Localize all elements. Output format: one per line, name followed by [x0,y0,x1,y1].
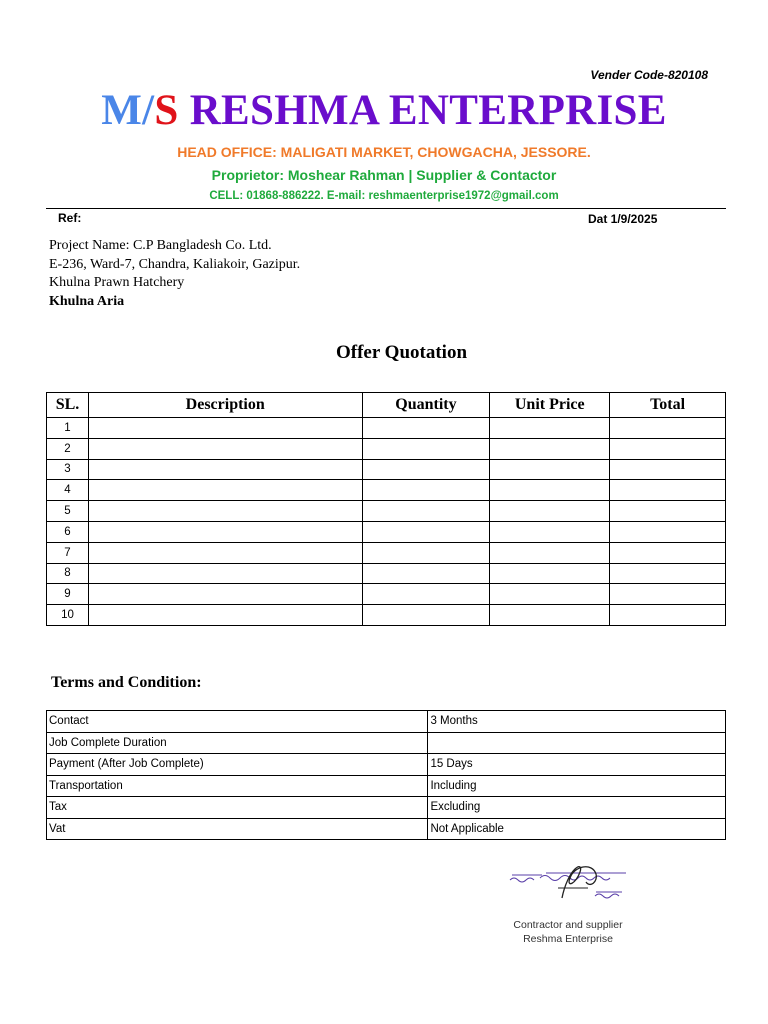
description-cell [88,438,362,459]
terms-label: Payment (After Job Complete) [47,754,428,776]
row-serial: 3 [47,459,89,480]
quantity-cell [362,501,490,522]
unit-price-cell [490,521,610,542]
terms-value: Excluding [428,797,726,819]
terms-label: Transportation [47,775,428,797]
total-cell [610,563,726,584]
proprietor: Proprietor: Moshear Rahman | Supplier & Contactor [211,167,557,183]
description-cell [88,418,362,439]
unit-price-cell [490,605,610,626]
terms-row [47,797,726,819]
address-line: E-236, Ward-7, Chandra, Kaliakoir, Gazipur. [49,256,301,272]
quantity-cell [362,584,490,605]
terms-row [47,754,726,776]
table-row [47,480,726,501]
row-serial: 10 [47,605,89,626]
signature-stamp [500,858,640,908]
description-cell [88,605,362,626]
table-row [47,584,726,605]
quantity-cell [362,480,490,501]
terms-label: Tax [47,797,428,819]
quantity-cell [362,605,490,626]
column-header: Description [88,393,362,418]
row-serial: 5 [47,501,89,522]
unit-price-cell [490,480,610,501]
terms-value: 15 Days [428,754,726,776]
unit-price-cell [490,438,610,459]
row-serial: 1 [47,418,89,439]
company-prefix-m: M [101,87,143,134]
vendor-code: Vender Code-820108 [590,68,708,82]
table-row [47,459,726,480]
signature-caption [488,918,648,946]
total-cell [610,605,726,626]
ref-label: Ref: [58,211,82,225]
row-serial: 9 [47,584,89,605]
table-row [47,438,726,459]
recipient-address [49,237,300,311]
quotation-table [46,392,726,626]
head-office: HEAD OFFICE: MALIGATI MARKET, CHOWGACHA, JESSORE. [177,144,591,160]
row-serial: 2 [47,438,89,459]
terms-row [47,775,726,797]
description-cell [88,563,362,584]
total-cell [610,542,726,563]
description-cell [88,542,362,563]
unit-price-cell [490,542,610,563]
unit-price-cell [490,418,610,439]
description-cell [88,521,362,542]
terms-row [47,732,726,754]
table-row [47,563,726,584]
row-serial: 8 [47,563,89,584]
quantity-cell [362,418,490,439]
terms-table [46,710,726,840]
address-line: Khulna Aria [49,293,125,309]
unit-price-cell [490,563,610,584]
table-row [47,542,726,563]
signature-caption-line: Reshma Enterprise [523,933,613,945]
column-header: Unit Price [490,393,610,418]
company-title: RESHMA ENTERPRISE [189,87,667,134]
total-cell [610,480,726,501]
column-header: Total [610,393,726,418]
company-name [0,86,768,135]
row-serial: 7 [47,542,89,563]
table-row [47,521,726,542]
column-header: SL. [47,393,89,418]
terms-label: Contact [47,711,428,733]
row-serial: 4 [47,480,89,501]
total-cell [610,584,726,605]
quantity-cell [362,542,490,563]
terms-label: Vat [47,818,428,840]
total-cell [610,521,726,542]
document-title: Offer Quotation [335,342,468,363]
company-prefix-s: S [154,87,179,134]
terms-row [47,818,726,840]
quotation-header-row [47,393,726,418]
table-row [47,418,726,439]
total-cell [610,418,726,439]
address-line: Project Name: C.P Bangladesh Co. Ltd. [49,238,272,253]
terms-row [47,711,726,733]
header-divider [46,208,726,209]
terms-value: Including [428,775,726,797]
quantity-cell [362,459,490,480]
total-cell [610,438,726,459]
table-row [47,501,726,522]
terms-value [428,732,726,754]
date-label: Dat 1/9/2025 [588,212,658,226]
row-serial: 6 [47,521,89,542]
quantity-cell [362,563,490,584]
total-cell [610,459,726,480]
description-cell [88,584,362,605]
terms-value: Not Applicable [428,818,726,840]
column-header: Quantity [362,393,490,418]
total-cell [610,501,726,522]
signature-caption-line: Contractor and supplier [513,919,623,931]
unit-price-cell [490,584,610,605]
description-cell [88,459,362,480]
unit-price-cell [490,501,610,522]
unit-price-cell [490,459,610,480]
description-cell [88,501,362,522]
company-prefix-slash: / [142,87,155,134]
quantity-cell [362,521,490,542]
terms-label: Job Complete Duration [47,732,428,754]
table-row [47,605,726,626]
terms-value: 3 Months [428,711,726,733]
quantity-cell [362,438,490,459]
terms-title: Terms and Condition: [51,674,202,691]
address-line: Khulna Prawn Hatchery [49,275,185,290]
contact-info: CELL: 01868-886222. E-mail: reshmaenterprise1972@gmail.com [209,190,559,202]
description-cell [88,480,362,501]
